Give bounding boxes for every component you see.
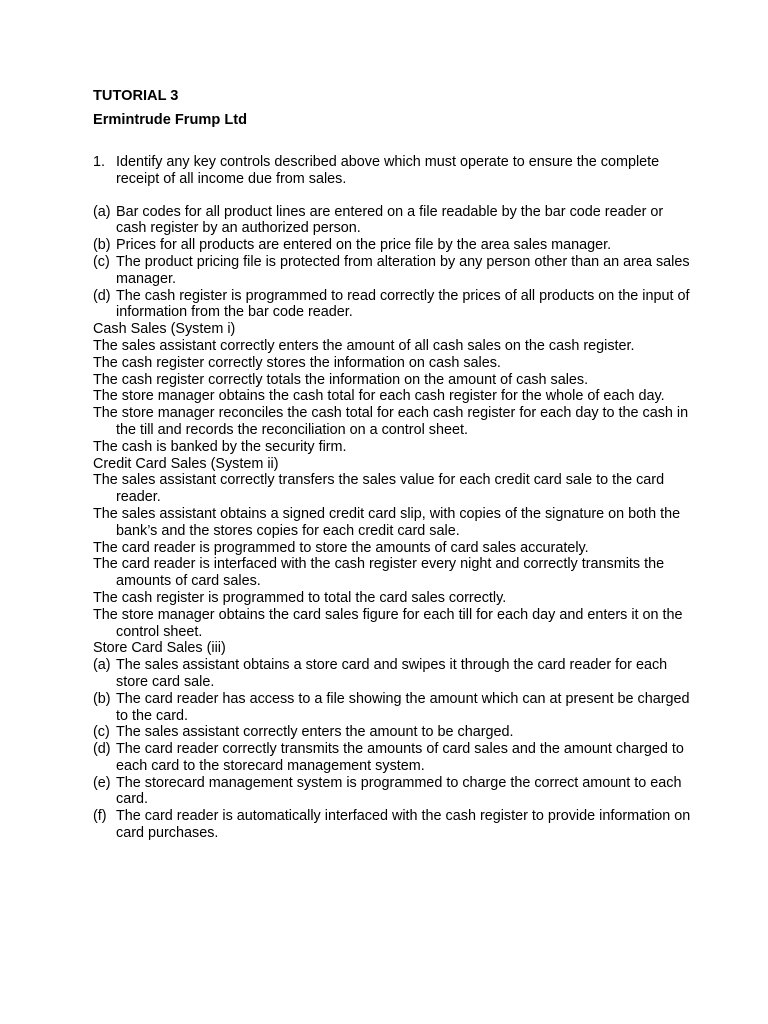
store-card-sales-list: [93, 657, 693, 842]
item-text: The storecard management system is programmed to charge the correct amount to each card.: [116, 774, 682, 808]
question-number: 1.: [93, 154, 106, 170]
tutorial-title: TUTORIAL 3: [93, 88, 179, 104]
list-item: [93, 741, 693, 775]
item-text: The card reader is automatically interfaced with the cash register to provide information on card purchases.: [116, 808, 691, 842]
list-item: The cash register is programmed to total the card sales correctly.: [93, 589, 507, 606]
list-item: [93, 808, 693, 842]
store-card-sales-title: Store Card Sales (iii): [93, 640, 226, 657]
item-label: (d): [93, 287, 111, 304]
item-label: (b): [93, 237, 111, 254]
item-text: The product pricing file is protected from alteration by any person other than an area sales manager.: [116, 253, 690, 287]
item-text: The card reader has access to a file showing the amount which can at present be charged to the card.: [116, 690, 690, 724]
question-text: Identify any key controls described above which must operate to ensure the complete receipt of all income due from sales.: [116, 154, 660, 187]
list-item: [93, 775, 693, 809]
list-item: The cash register correctly stores the information on cash sales.: [93, 354, 501, 371]
list-item: The store manager obtains the card sales figure for each till for each day and enters it on the control sheet.: [93, 606, 683, 640]
item-label: (b): [93, 690, 111, 707]
list-item: The sales assistant obtains a signed credit card slip, with copies of the signature on both the bank’s and the stores copies for each credit card sale.: [93, 505, 681, 539]
item-text: Bar codes for all product lines are entered on a file readable by the bar code reader or cash register by an authorized person.: [116, 203, 664, 237]
item-label: (e): [93, 774, 111, 791]
question-controls-list: [93, 204, 693, 322]
document-page: [93, 87, 693, 842]
item-label: (a): [93, 657, 111, 674]
list-item: The card reader is programmed to store the amounts of card sales accurately.: [93, 539, 589, 556]
item-text: The sales assistant correctly enters the amount to be charged.: [116, 724, 514, 741]
item-label: (c): [93, 253, 110, 270]
cash-sales-title: Cash Sales (System i): [93, 321, 236, 338]
list-item: [93, 657, 693, 691]
cash-sales-list: [93, 338, 693, 456]
item-label: (f): [93, 808, 107, 825]
credit-card-sales-list: [93, 472, 693, 640]
list-item: The card reader is interfaced with the cash register every night and correctly transmits the amounts of card sales.: [93, 556, 665, 590]
list-item: [93, 288, 693, 322]
item-text: The sales assistant obtains a store card and swipes it through the card reader for each store card sale.: [116, 657, 668, 690]
list-item: [93, 237, 693, 254]
list-item: [93, 254, 693, 288]
list-item: The sales assistant correctly transfers the sales value for each credit card sale to the card reader.: [93, 472, 665, 506]
list-item: The store manager obtains the cash total for each cash register for the whole of each day.: [93, 388, 665, 405]
credit-card-sales-title: Credit Card Sales (System ii): [93, 455, 279, 472]
company-name: Ermintrude Frump Ltd: [93, 112, 248, 128]
list-item: The cash register correctly totals the information on the amount of cash sales.: [93, 371, 589, 388]
item-text: The card reader correctly transmits the amounts of card sales and the amount charged to each card to the storecard management system.: [116, 741, 684, 774]
item-label: (d): [93, 741, 111, 758]
list-item: The store manager reconciles the cash total for each cash register for each day to the cash in the till and records the reconciliation on a control sheet.: [93, 405, 689, 438]
list-item: [93, 204, 693, 238]
item-label: (c): [93, 724, 110, 741]
item-text: The cash register is programmed to read correctly the prices of all products on the input of information from the bar code reader.: [116, 287, 690, 321]
list-item: The sales assistant correctly enters the amount of all cash sales on the cash register.: [93, 337, 635, 354]
list-item: The cash is banked by the security firm.: [93, 438, 347, 455]
list-item: [93, 724, 693, 741]
question-1: [93, 154, 693, 188]
item-text: Prices for all products are entered on the price file by the area sales manager.: [116, 237, 612, 254]
item-label: (a): [93, 203, 111, 220]
list-item: [93, 691, 693, 725]
